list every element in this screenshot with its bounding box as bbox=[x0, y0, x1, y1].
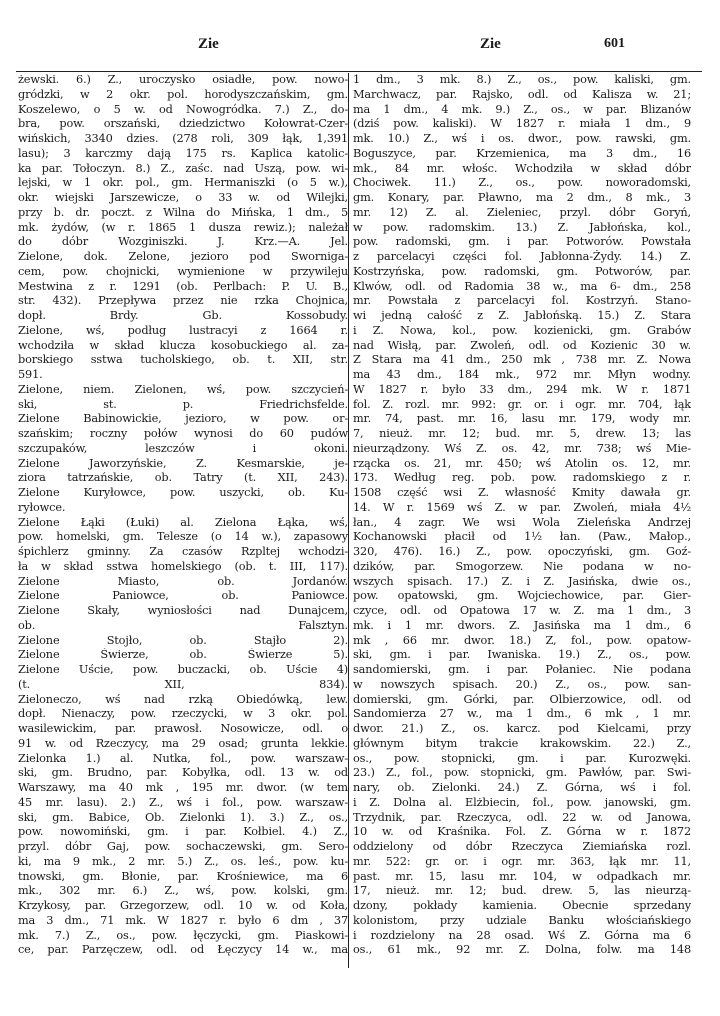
running-head-left: Zie bbox=[198, 36, 219, 52]
text-line: Kostrzyńska, pow. radomski, gm. Potworów, par. bbox=[353, 264, 691, 278]
text-line: cem, pow. chojnicki, wymienione w przywileju bbox=[18, 264, 348, 278]
text-line: gm. Konary, par. Pławno, ma 2 dm., 8 mk., 3 bbox=[353, 191, 691, 204]
running-head-center: Zie bbox=[480, 36, 501, 52]
text-line: mr. 522: gr. or. i ogr. mr. 363, łąk mr. 11, bbox=[353, 854, 691, 868]
text-line: Zielone Paniowce, ob. Paniowce. bbox=[18, 589, 348, 603]
text-line: w pow. radomskim. 13.) Z. Jabłońska, kol., bbox=[353, 220, 691, 234]
text-line: Mestwina z r. 1291 (ob. Perlbach: P. U. B., bbox=[18, 279, 348, 293]
text-line: Boguszyce, par. Krzemienica, ma 3 dm., 16 bbox=[353, 146, 691, 160]
text-line: wasilewickim, par. prawosł. Nosowicze, odl. o bbox=[18, 722, 348, 735]
text-line: kolonistom, przy udziale Banku włościańskiego bbox=[353, 913, 691, 927]
text-line: Zielone Stojło, ob. Stajło 2). bbox=[18, 633, 348, 647]
text-line: 591. bbox=[18, 368, 43, 381]
text-line: past. mr. 15, lasu mr. 104, w odpadkach mr. bbox=[353, 869, 691, 883]
text-line: i Z. Nowa, kol., pow. kozienicki, gm. Grabów bbox=[353, 323, 691, 337]
text-line: szańskim; roczny połów wynosi do 60 pudów bbox=[18, 427, 348, 440]
text-line: dzony, pokłady kamienia. Obecnie sprzedany bbox=[353, 899, 691, 912]
text-line: bra, pow. orszański, dziedzictwo Kołowrat-Czer- bbox=[18, 117, 348, 131]
text-line: Koszelewo, o 5 w. od Nowogródka. 7.) Z., do- bbox=[18, 102, 348, 116]
text-line: Zielonka 1.) al. Nutka, fol., pow. warszaw- bbox=[18, 751, 348, 765]
text-line: 23.) Z., fol., pow. stopnicki, gm. Pawłów, par. Swi- bbox=[353, 766, 691, 780]
text-line: dopł. Nienaczy, pow. rzeczycki, w 3 okr. pol. bbox=[18, 707, 348, 721]
text-line: Zielone Świerze, ob. Świerze 5). bbox=[18, 648, 348, 662]
text-line: dopł. Brdy. Gb. Kossobudy. bbox=[18, 309, 348, 322]
text-line: (t. XII, 834). bbox=[18, 677, 348, 691]
text-line: dzików, par. Smogorzew. Nie podana w no- bbox=[353, 559, 691, 573]
text-line: lejski, w 1 okr. pol., gm. Hermaniszki (o 5 w.), bbox=[18, 176, 348, 190]
text-line: os., pow. stopnicki, gm. i par. Kurozwęki. bbox=[353, 751, 691, 765]
text-line: Chociwek. 11.) Z., os., pow. noworadomski, bbox=[353, 176, 691, 190]
text-line: ob. Falsztyn. bbox=[18, 618, 348, 632]
text-line: pow. nowomiński, gm. i par. Kołbiel. 4.) Z., bbox=[18, 825, 348, 839]
text-line: Z Stara ma 41 dm., 250 mk , 738 mr. Z. Nowa bbox=[353, 353, 691, 367]
text-line: przy b. dr. poczt. z Wilna do Mińska, 1 dm., 5 bbox=[18, 205, 348, 219]
text-line: W 1827 r. było 33 dm., 294 mk. W r. 1871 bbox=[353, 382, 691, 396]
text-line: ziora tatrzańskie, ob. Tatry (t. XII, 243). bbox=[18, 471, 348, 485]
text-line: głównym bitym trakcie krakowskim. 22.) Z., bbox=[353, 736, 691, 750]
text-line: Zielone, wś, podług lustracyi z 1664 r. bbox=[18, 323, 348, 337]
text-line: Kochanowski płacił od 1½ łan. (Paw., Małop., bbox=[353, 530, 691, 544]
text-line: ce, par. Parzęczew, odl. od Łęczycy 14 w., ma bbox=[18, 943, 348, 957]
page-header bbox=[0, 36, 720, 56]
text-line: 14. W r. 1569 wś Z. w par. Zwoleń, miała 4½ bbox=[353, 500, 691, 514]
text-line: oddzielony od dóbr Rzeczyca Ziemiańska rozl. bbox=[353, 840, 691, 853]
text-line: (dziś pow. kaliski). W 1827 r. miała 1 dm., 9 bbox=[353, 117, 691, 131]
text-line: ma 43 dm., 184 mk., 972 mr. Młyn wodny. bbox=[353, 368, 691, 381]
column-divider bbox=[348, 73, 349, 968]
text-line: mk. i 1 mr. dwors. Z. Jasińska ma 1 dm., 6 bbox=[353, 618, 691, 632]
text-line: wi jedną całość z Z. Jabłońską. 15.) Z. Stara bbox=[353, 309, 691, 322]
text-line: 45 mr. lasu). 2.) Z., wś i fol., pow. warszaw- bbox=[18, 795, 348, 809]
text-line: ła w skład sstwa homelskiego (ob. t. III, 117). bbox=[18, 559, 348, 573]
text-line: Warszawy, ma 40 mk , 195 mr. dwor. (w tem bbox=[18, 781, 348, 794]
page-number: 601 bbox=[604, 36, 625, 51]
text-line: do dóbr Wozginiszki. J. Krz.—A. Jel. bbox=[18, 235, 348, 249]
text-line: ryłowce. bbox=[18, 500, 66, 514]
text-line: gródzki, w 2 okr. pol. horodyszczańskim, gm. bbox=[18, 87, 348, 101]
text-line: z parcelacyi części fol. Jabłonna-Żydy. 14.) Z. bbox=[353, 250, 691, 263]
text-line: sandomierski, gm. i par. Połaniec. Nie podana bbox=[353, 663, 691, 676]
text-line: lasu); 3 karczmy dają 175 rs. Kaplica katolic- bbox=[18, 146, 348, 160]
text-line: rzącka os. 21, mr. 450; wś Atolin os. 12, mr. bbox=[353, 456, 691, 470]
text-line: 17, nieuż. mr. 12; bud. drew. 5, las nieurzą- bbox=[353, 884, 691, 898]
text-line: ski, gm. Babice, Ob. Zielonki 1). 3.) Z., os., bbox=[18, 810, 348, 824]
text-line: Zielone Jaworzyńskie, Z. Kesmarskie, je- bbox=[18, 456, 348, 470]
text-line: nary, ob. Zielonki. 24.) Z. Górna, wś i fol. bbox=[353, 781, 691, 794]
text-line: 320, 476). 16.) Z., pow. opoczyński, gm. Goź- bbox=[353, 545, 691, 558]
text-line: Marchwacz, par. Rajsko, odl. od Kalisza w. 21; bbox=[353, 87, 691, 101]
text-line: ma 1 dm., 4 mk. 9.) Z., os., w par. Blizanów bbox=[353, 102, 691, 116]
text-line: 173. Według reg. pob. pow. radomskiego z r. bbox=[353, 471, 691, 485]
text-line: ki, ma 9 mk., 2 mr. 5.) Z., os. leś., pow. ku- bbox=[18, 854, 348, 868]
text-line: ski, gm. Brudno, par. Kobyłka, odl. 13 w. od bbox=[18, 766, 348, 780]
text-line: czyce, odl. od Opatowa 17 w. Z. ma 1 dm., 3 bbox=[353, 604, 691, 617]
text-line: borskiego sstwa tucholskiego, ob. t. XII, str. bbox=[18, 353, 348, 367]
text-line: ma 3 dm., 71 mk. W 1827 r. było 6 dm , 37 bbox=[18, 913, 348, 927]
text-line: pow. radomski, gm. i par. Potworów. Powstała bbox=[353, 235, 691, 249]
text-line: łan., 4 zagr. We wsi Wola Zieleńska Andrzej bbox=[353, 515, 691, 529]
text-line: 91 w. od Rzeczycy, ma 29 osad; grunta lekkie. bbox=[18, 736, 348, 750]
text-line: mk. 10.) Z., wś i os. dwor., pow. rawski, gm. bbox=[353, 132, 691, 145]
text-line: Zieloneczo, wś nad rzką Obiedówką, lew. bbox=[18, 692, 348, 706]
text-line: mr. 12) Z. al. Zieleniec, przyl. dóbr Goryń, bbox=[353, 205, 691, 219]
text-line: 10 w. od Kraśnika. Fol. Z. Górna w r. 1872 bbox=[353, 825, 691, 839]
text-line: mr. 74, past. mr. 16, lasu mr. 179, wody mr. bbox=[353, 412, 691, 426]
text-line: Zielone, niem. Zielonen, wś, pow. szczycień- bbox=[18, 382, 348, 396]
text-line: Trzydnik, par. Rzeczyca, odl. 22 w. od Janowa, bbox=[353, 810, 691, 824]
text-line: śpichlerz gminny. Za czasów Rzpltej wchodzi- bbox=[18, 545, 348, 558]
text-line: Zielone, dok. Zelone, jezioro pod Sworniga- bbox=[18, 250, 348, 263]
text-line: ski, st. p. Friedrichsfelde. bbox=[18, 397, 348, 411]
text-line: pow. opatowski, gm. Wojciechowice, par. Gier- bbox=[353, 589, 691, 603]
text-line: 1 dm., 3 mk. 8.) Z., os., pow. kaliski, gm. bbox=[353, 73, 691, 86]
text-line: ka par. Tołoczyn. 8.) Z., zaśc. nad Uszą, pow. wi- bbox=[18, 161, 348, 175]
text-line: Zielone Kuryłowce, pow. uszycki, ob. Ku- bbox=[18, 486, 348, 499]
text-line: mk. żydów, (w r. 1865 1 dusza rewiz.); należał bbox=[18, 220, 348, 234]
text-line: wchodziła w skład klucza kosobuckiego al. za- bbox=[18, 338, 348, 352]
text-line: nad Wisłą, par. Zwoleń, odl. od Kozienic 30 w. bbox=[353, 338, 691, 352]
text-line: mk. 7.) Z., os., pow. łęczycki, gm. Piaskowi- bbox=[18, 928, 348, 942]
text-line: Zielone Łąki (Łuki) al. Zielona Łąka, wś, bbox=[18, 515, 348, 529]
text-line: tnowski, gm. Błonie, par. Krośniewice, ma 6 bbox=[18, 869, 348, 883]
text-line: żewski. 6.) Z., uroczysko osiadłe, pow. nowo- bbox=[18, 73, 348, 86]
text-line: Krzykosy, par. Grzegorzew, odl. 10 w. od Koła, bbox=[18, 899, 348, 912]
text-line: str. 432). Przepływa przez nie rzka Chojnica, bbox=[18, 294, 348, 308]
text-line: domierski, gm. Górki, par. Olbierzowice, odl. od bbox=[353, 692, 691, 706]
text-line: Klwów, odl. od Radomia 38 w., ma 6- dm., 258 bbox=[353, 279, 691, 293]
left-column bbox=[18, 73, 348, 958]
text-line: nieurządzony. Wś Z. os. 42, mr. 738; wś Mie- bbox=[353, 441, 691, 455]
text-line: mr. Powstała z parcelacyi fol. Kostrzyń. Stano- bbox=[353, 294, 691, 308]
right-column bbox=[353, 73, 691, 958]
text-line: mk., 302 mr. 6.) Z., wś, pow. kolski, gm. bbox=[18, 884, 348, 898]
text-line: fol. Z. rozl. mr. 992: gr. or. i ogr. mr. 704, łąk bbox=[353, 397, 691, 411]
text-line: dwor. 21.) Z., os. karcz. pod Kielcami, przy bbox=[353, 722, 691, 735]
text-line: okr. wiejski Jarszewicze, o 33 w. od Wilejki, bbox=[18, 191, 348, 204]
text-line: w nowszych spisach. 20.) Z., os., pow. san- bbox=[353, 677, 691, 691]
header-rule bbox=[16, 71, 702, 72]
text-line: przyl. dóbr Gaj, pow. sochaczewski, gm. Sero- bbox=[18, 840, 348, 853]
text-line: mk., 84 mr. włośc. Wchodziła w skład dóbr bbox=[353, 161, 691, 175]
text-line: 1508 część wsi Z. własność Kmity dawała gr. bbox=[353, 486, 691, 499]
text-line: ski, gm. i par. Iwaniska. 19.) Z., os., pow. bbox=[353, 648, 691, 662]
text-line: Sandomierza 27 w., ma 1 dm., 6 mk , 1 mr. bbox=[353, 707, 691, 721]
text-line: wszych spisach. 17.) Z. i Z. Jasińska, dwie os., bbox=[353, 574, 691, 588]
text-line: 7, nieuż. mr. 12; bud. mr. 5, drew. 13; las bbox=[353, 427, 691, 440]
text-line: pow. homelski, gm. Telesze (o 14 w.), zapasowy bbox=[18, 530, 348, 544]
text-line: Zielone Miasto, ob. Jordanów. bbox=[18, 574, 348, 588]
text-line: mk , 66 mr. dwor. 18.) Z, fol., pow. opatow- bbox=[353, 633, 691, 647]
text-line: szczupaków, leszczów i okoni. bbox=[18, 441, 348, 455]
text-line: Zielone Babinowickie, jezioro, w pow. or- bbox=[18, 412, 348, 426]
text-line: Zielone Skały, wyniosłości nad Dunajcem, bbox=[18, 604, 348, 617]
text-line: Zielone Uście, pow. buczacki, ob. Uście 4) bbox=[18, 663, 348, 676]
text-line: os., 61 mk., 92 mr. Z. Dolna, folw. ma 148 bbox=[353, 943, 691, 957]
text-line: i Z. Dolna al. Elżbiecin, fol., pow. janowski, gm. bbox=[353, 795, 691, 809]
text-line: i rozdzielony na 28 osad. Wś Z. Górna ma 6 bbox=[353, 928, 691, 942]
text-line: wińskich, 3340 dzies. (278 roli, 309 łąk, 1,391 bbox=[18, 132, 348, 145]
